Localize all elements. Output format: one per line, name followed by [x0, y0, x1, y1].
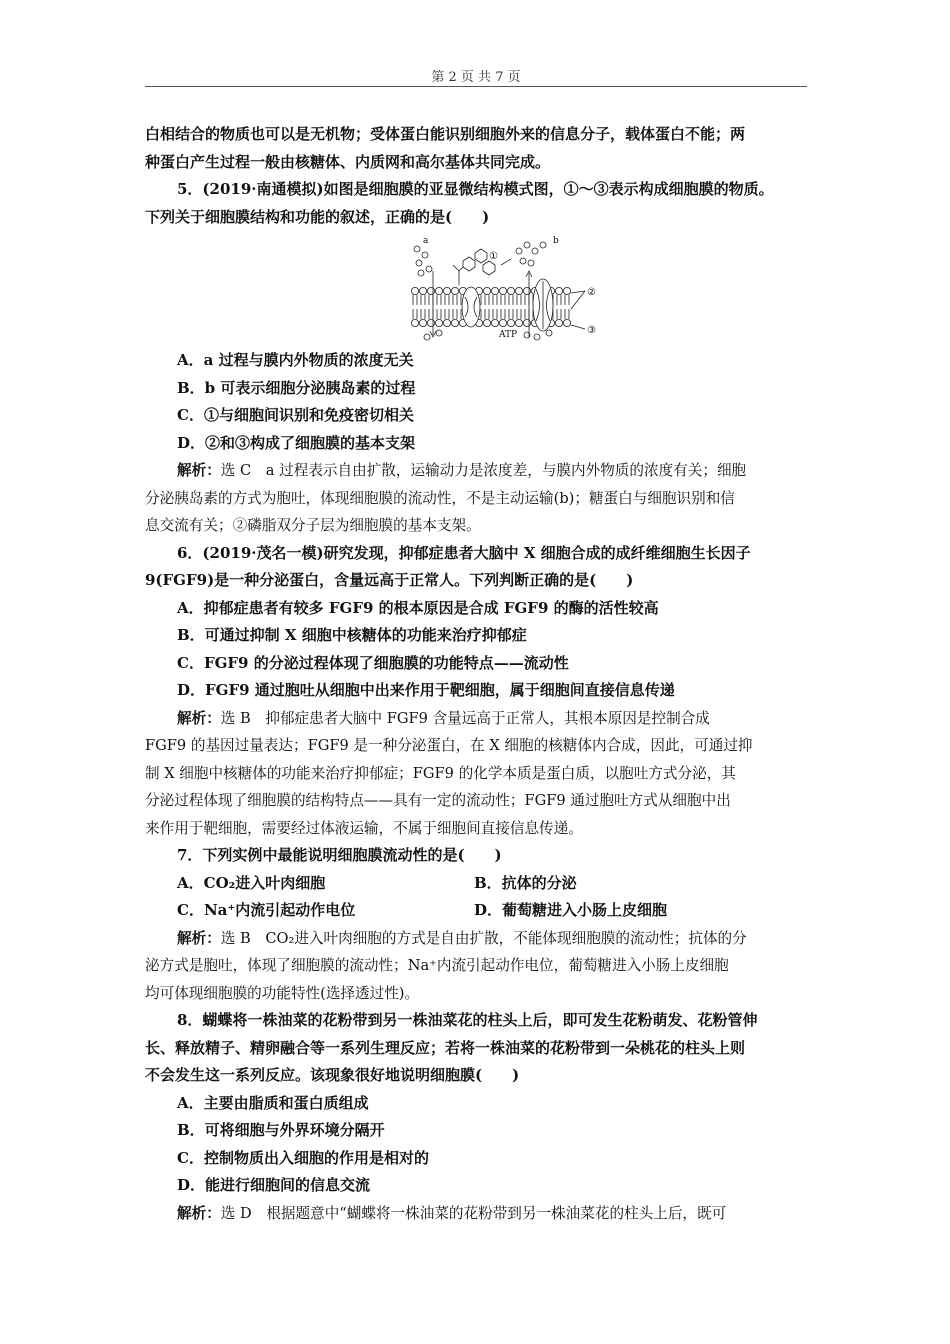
q6-option-c: C．FGF9 的分泌过程体现了细胞膜的功能特点——流动性: [177, 653, 569, 672]
q8-stem-line: 长、释放精子、精卵融合等一系列生理反应；若将一株油菜的花粉带到一朵桃花的柱头上则: [145, 1038, 746, 1057]
q6-analysis-line: 制 X 细胞中核糖体的功能来治疗抑郁症；FGF9 的化学本质是蛋白质，以胞吐方式分泌，其: [145, 764, 736, 782]
q5-analysis-line: [145, 457, 807, 485]
q8-option-d: D．能进行细胞间的信息交流: [177, 1176, 371, 1194]
q8-analysis-line: [145, 1200, 807, 1228]
q7-stem-line: 7．下列实例中最能说明细胞膜流动性的是( ): [177, 846, 502, 864]
q5-stem-line: 下列关于细胞膜结构和功能的叙述，正确的是( ): [145, 207, 490, 226]
figure-label-b: b: [553, 236, 559, 246]
q5-option-a: A．a 过程与膜内外物质的浓度无关: [177, 351, 414, 369]
analysis-label: 解析：: [177, 1204, 221, 1222]
q5-option-c: C．①与细胞间识别和免疫密切相关: [177, 406, 414, 424]
analysis-text: 选 B CO₂进入叶肉细胞的方式是自由扩散，不能体现细胞膜的流动性；抗体的分: [220, 929, 747, 947]
q5-analysis-line: 息交流有关；②磷脂双分子层为细胞膜的基本支架。: [145, 517, 481, 534]
analysis-text: 选 C a 过程表示自由扩散，运输动力是浓度差，与膜内外物质的浓度有关；细胞: [220, 462, 747, 479]
q6-analysis-line: FGF9 的基因过量表达；FGF9 是一种分泌蛋白，在 X 细胞的核糖体内合成，因此，可通过抑: [145, 737, 753, 754]
q8-option-a: A．主要由脂质和蛋白质组成: [177, 1093, 369, 1112]
q6-option-b: B．可通过抑制 X 细胞中核糖体的功能来治疗抑郁症: [177, 626, 527, 644]
figure-label-3: ③: [587, 325, 596, 336]
analysis-label: 解析：: [177, 709, 221, 727]
cell-membrane-figure: [145, 233, 807, 341]
q8-option-b: B．可将细胞与外界环境分隔开: [177, 1121, 385, 1139]
q7-analysis-line: [145, 925, 807, 953]
q6-option-d: D．FGF9 通过胞吐从细胞中出来作用于靶细胞，属于细胞间直接信息传递: [177, 681, 675, 699]
figure-label-2: ②: [587, 287, 596, 298]
q6-analysis-line: 分泌过程体现了细胞膜的结构特点——具有一定的流动性；FGF9 通过胞吐方式从细胞中出: [145, 792, 731, 809]
q7-option-a: A．CO₂进入叶肉细胞: [177, 873, 326, 892]
q8-stem-line: 8．蝴蝶将一株油菜的花粉带到另一株油菜花的柱头上后，即可发生花粉萌发、花粉管伸: [177, 1011, 758, 1029]
q7-option-c: C．Na⁺内流引起动作电位: [177, 901, 356, 919]
q6-stem-line: 9(FGF9)是一种分泌蛋白，含量远高于正常人。下列判断正确的是( ): [145, 571, 634, 589]
q7-analysis-line: 泌方式是胞吐，体现了细胞膜的流动性；Na⁺内流引起动作电位，葡萄糖进入小肠上皮细胞: [145, 957, 729, 974]
analysis-label: 解析：: [177, 462, 221, 479]
figure-label-atp: ATP: [499, 330, 518, 340]
analysis-text: 选 B 抑郁症患者大脑中 FGF9 含量远高于正常人，其根本原因是控制合成: [220, 709, 710, 727]
q7-options-row: [145, 897, 807, 925]
header-divider: [145, 86, 807, 87]
figure-label-a: a: [423, 236, 429, 246]
q5-option-d: D．②和③构成了细胞膜的基本支架: [177, 433, 416, 452]
text-line: 种蛋白产生过程一般由核糖体、内质网和高尔基体共同完成。: [145, 152, 551, 171]
q6-analysis-line: 来作用于靶细胞，需要经过体液运输，不属于细胞间直接信息传递。: [145, 819, 583, 837]
analysis-text: 选 D 根据题意中“蝴蝶将一株油菜的花粉带到另一株油菜花的柱头上后，既可: [220, 1204, 727, 1222]
page-header: 第 2 页 共 7 页: [431, 70, 521, 85]
text-line: 白相结合的物质也可以是无机物；受体蛋白能识别细胞外来的信息分子，载体蛋白不能；两: [145, 125, 746, 143]
q7-options-row: [145, 870, 807, 898]
q8-option-c: C．控制物质出入细胞的作用是相对的: [177, 1148, 429, 1167]
q6-option-a: A．抑郁症患者有较多 FGF9 的根本原因是合成 FGF9 的酶的活性较高: [177, 598, 659, 617]
q6-analysis-line: [145, 705, 807, 733]
analysis-label: 解析：: [177, 929, 221, 947]
q7-analysis-line: 均可体现细胞膜的功能特性(选择透过性)。: [145, 984, 420, 1002]
document-body: [145, 121, 807, 1227]
q6-stem-line: 6．(2019·茂名一模)研究发现，抑郁症患者大脑中 X 细胞合成的成纤维细胞生长因子: [177, 543, 751, 562]
cell-membrane-diagram: [403, 233, 603, 341]
figure-label-1: ①: [489, 251, 498, 262]
q8-stem-line: 不会发生这一系列反应。该现象很好地说明细胞膜( ): [145, 1066, 520, 1084]
q5-analysis-line: 分泌胰岛素的方式为胞吐，体现细胞膜的流动性，不是主动运输(b)；糖蛋白与细胞识别和信: [145, 489, 735, 507]
q7-option-b: B．抗体的分泌: [474, 873, 577, 892]
q7-option-d: D．葡萄糖进入小肠上皮细胞: [474, 901, 668, 919]
q5-option-b: B．b 可表示细胞分泌胰岛素的过程: [177, 378, 416, 397]
q5-stem-line: 5．(2019·南通模拟)如图是细胞膜的亚显微结构模式图，①～③表示构成细胞膜的物质。: [177, 180, 774, 198]
